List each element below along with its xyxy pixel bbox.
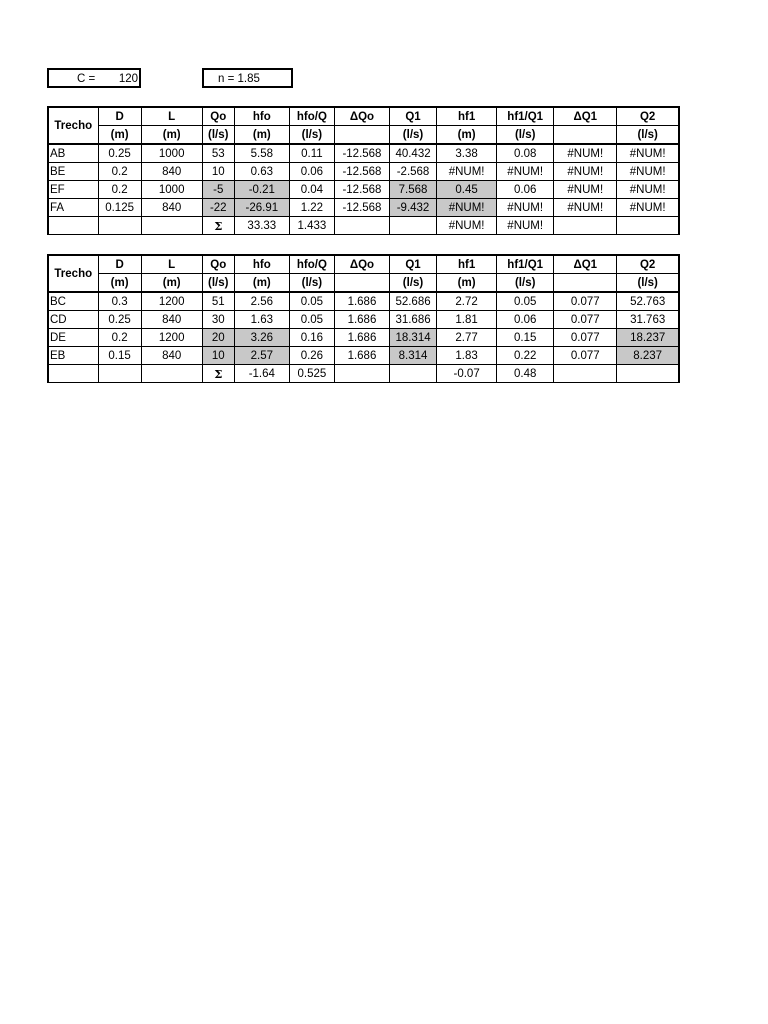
header-l: L xyxy=(141,107,202,126)
cell-hfo-q[interactable]: 0.06 xyxy=(289,163,334,181)
cell-qo[interactable]: 10 xyxy=(202,347,234,365)
cell-qo[interactable]: 51 xyxy=(202,292,234,311)
cell-l[interactable]: 840 xyxy=(141,311,202,329)
cell-q1[interactable]: -2.568 xyxy=(390,163,437,181)
unit-qo: (l/s) xyxy=(202,274,234,293)
cell-d[interactable]: 0.25 xyxy=(98,311,141,329)
cell-delta-qo[interactable]: -12.568 xyxy=(334,199,389,217)
cell-delta-q1[interactable]: #NUM! xyxy=(554,199,617,217)
sum-cell-delta-qo[interactable] xyxy=(334,217,389,235)
header-hf1-q1: hf1/Q1 xyxy=(497,255,554,274)
cell-delta-qo[interactable]: -12.568 xyxy=(334,181,389,199)
cell-delta-qo[interactable]: -12.568 xyxy=(334,163,389,181)
cell-qo[interactable]: 53 xyxy=(202,144,234,163)
sum-cell-hfo-q[interactable]: 1.433 xyxy=(289,217,334,235)
sum-cell-l[interactable] xyxy=(141,365,202,383)
table-row xyxy=(48,144,679,163)
table-row xyxy=(48,347,679,365)
cell-trecho[interactable]: FA xyxy=(48,199,98,217)
n-exponent-box[interactable] xyxy=(202,68,293,88)
cell-q2[interactable]: 31.763 xyxy=(617,311,679,329)
table-row xyxy=(48,163,679,181)
header-delta-q1: ΔQ1 xyxy=(554,255,617,274)
unit-l: (m) xyxy=(141,126,202,145)
cell-delta-q1[interactable]: 0.077 xyxy=(554,329,617,347)
cell-trecho[interactable]: CD xyxy=(48,311,98,329)
sum-cell-hf1[interactable]: #NUM! xyxy=(437,217,497,235)
header-delta-qo: ΔQo xyxy=(334,255,389,274)
header-q1: Q1 xyxy=(390,255,437,274)
unit-hfo-q: (l/s) xyxy=(289,274,334,293)
cell-d[interactable]: 0.15 xyxy=(98,347,141,365)
unit-hfo: (m) xyxy=(234,274,289,293)
cell-q2[interactable]: #NUM! xyxy=(617,199,679,217)
sum-cell-trecho[interactable] xyxy=(48,217,98,235)
unit-hfo: (m) xyxy=(234,126,289,145)
header-q2: Q2 xyxy=(617,255,679,274)
header-q2: Q2 xyxy=(617,107,679,126)
sum-cell-hfo[interactable]: -1.64 xyxy=(234,365,289,383)
cell-q1[interactable]: 7.568 xyxy=(390,181,437,199)
cell-q1[interactable]: 52.686 xyxy=(390,292,437,311)
cell-hfo-q[interactable]: 0.11 xyxy=(289,144,334,163)
cell-hfo[interactable]: 1.63 xyxy=(234,311,289,329)
unit-l: (m) xyxy=(141,274,202,293)
cell-hfo[interactable]: 0.63 xyxy=(234,163,289,181)
cell-delta-q1[interactable]: #NUM! xyxy=(554,163,617,181)
cell-delta-q1[interactable]: #NUM! xyxy=(554,181,617,199)
unit-q1: (l/s) xyxy=(390,274,437,293)
cell-hfo[interactable]: 2.57 xyxy=(234,347,289,365)
cell-d[interactable]: 0.3 xyxy=(98,292,141,311)
cell-delta-qo[interactable]: 1.686 xyxy=(334,329,389,347)
cell-hf1[interactable]: 2.72 xyxy=(437,292,497,311)
sigma-icon[interactable]: Σ xyxy=(202,217,234,235)
cell-delta-q1[interactable]: 0.077 xyxy=(554,347,617,365)
sum-cell-hf1-q1[interactable]: 0.48 xyxy=(497,365,554,383)
cell-hf1-q1[interactable]: #NUM! xyxy=(497,163,554,181)
header-d: D xyxy=(98,107,141,126)
cell-q1[interactable]: -9.432 xyxy=(390,199,437,217)
cell-hf1[interactable]: #NUM! xyxy=(437,163,497,181)
cell-q1[interactable]: 31.686 xyxy=(390,311,437,329)
cell-delta-qo[interactable]: 1.686 xyxy=(334,292,389,311)
cell-trecho[interactable]: AB xyxy=(48,144,98,163)
table-row xyxy=(48,329,679,347)
sum-row xyxy=(48,365,679,383)
cell-qo[interactable]: 10 xyxy=(202,163,234,181)
cell-qo[interactable]: -5 xyxy=(202,181,234,199)
cell-l[interactable]: 1000 xyxy=(141,144,202,163)
sum-cell-q1[interactable] xyxy=(390,217,437,235)
cell-l[interactable]: 840 xyxy=(141,163,202,181)
cell-l[interactable]: 840 xyxy=(141,347,202,365)
cell-q2[interactable]: 18.237 xyxy=(617,329,679,347)
sum-cell-d[interactable] xyxy=(98,217,141,235)
cell-q1[interactable]: 8.314 xyxy=(390,347,437,365)
cell-delta-qo[interactable]: 1.686 xyxy=(334,347,389,365)
cell-l[interactable]: 1200 xyxy=(141,292,202,311)
cell-hf1-q1[interactable]: 0.22 xyxy=(497,347,554,365)
unit-q2: (l/s) xyxy=(617,126,679,145)
cell-trecho[interactable]: BC xyxy=(48,292,98,311)
cell-hf1-q1[interactable]: 0.05 xyxy=(497,292,554,311)
cell-hf1-q1[interactable]: #NUM! xyxy=(497,199,554,217)
cell-hfo-q[interactable]: 0.05 xyxy=(289,292,334,311)
cell-hf1[interactable]: 2.77 xyxy=(437,329,497,347)
cell-hfo[interactable]: 2.56 xyxy=(234,292,289,311)
cell-hfo-q[interactable]: 0.26 xyxy=(289,347,334,365)
n-label: n = 1.85 xyxy=(218,73,260,85)
cell-hf1[interactable]: #NUM! xyxy=(437,199,497,217)
sum-cell-q2[interactable] xyxy=(617,365,679,383)
unit-delta-qo xyxy=(334,126,389,145)
cell-hfo[interactable]: -0.21 xyxy=(234,181,289,199)
cell-hfo-q[interactable]: 0.04 xyxy=(289,181,334,199)
cell-q2[interactable]: #NUM! xyxy=(617,163,679,181)
cell-hfo[interactable]: 5.58 xyxy=(234,144,289,163)
unit-hf1: (m) xyxy=(437,274,497,293)
unit-delta-qo xyxy=(334,274,389,293)
sum-cell-trecho[interactable] xyxy=(48,365,98,383)
c-coefficient-box[interactable] xyxy=(47,68,141,88)
cell-l[interactable]: 1000 xyxy=(141,181,202,199)
cell-hf1[interactable]: 0.45 xyxy=(437,181,497,199)
sum-cell-hf1-q1[interactable]: #NUM! xyxy=(497,217,554,235)
cell-hfo-q[interactable]: 0.16 xyxy=(289,329,334,347)
table-row xyxy=(48,199,679,217)
cell-delta-qo[interactable]: -12.568 xyxy=(334,144,389,163)
unit-delta-q1 xyxy=(554,274,617,293)
sum-cell-delta-q1[interactable] xyxy=(554,217,617,235)
sum-row xyxy=(48,217,679,235)
unit-hfo-q: (l/s) xyxy=(289,126,334,145)
cell-d[interactable]: 0.125 xyxy=(98,199,141,217)
table-row xyxy=(48,311,679,329)
unit-qo: (l/s) xyxy=(202,126,234,145)
header-hf1: hf1 xyxy=(437,107,497,126)
sum-cell-hfo[interactable]: 33.33 xyxy=(234,217,289,235)
table-row xyxy=(48,292,679,311)
cell-hf1[interactable]: 1.81 xyxy=(437,311,497,329)
header-trecho: Trecho xyxy=(48,107,98,144)
sum-cell-delta-q1[interactable] xyxy=(554,365,617,383)
unit-q2: (l/s) xyxy=(617,274,679,293)
sum-cell-hfo-q[interactable]: 0.525 xyxy=(289,365,334,383)
cell-trecho[interactable]: DE xyxy=(48,329,98,347)
cell-q2[interactable]: 52.763 xyxy=(617,292,679,311)
cell-q1[interactable]: 40.432 xyxy=(390,144,437,163)
cell-qo[interactable]: 30 xyxy=(202,311,234,329)
sum-cell-hf1[interactable]: -0.07 xyxy=(437,365,497,383)
c-label: C = xyxy=(77,73,96,85)
cell-d[interactable]: 0.2 xyxy=(98,163,141,181)
cell-hf1-q1[interactable]: 0.08 xyxy=(497,144,554,163)
cell-q2[interactable]: #NUM! xyxy=(617,181,679,199)
cell-delta-q1[interactable]: 0.077 xyxy=(554,292,617,311)
cell-hfo-q[interactable]: 0.05 xyxy=(289,311,334,329)
header-q1: Q1 xyxy=(390,107,437,126)
header-qo: Qo xyxy=(202,107,234,126)
cell-hf1-q1[interactable]: 0.15 xyxy=(497,329,554,347)
header-qo: Qo xyxy=(202,255,234,274)
cell-q2[interactable]: 8.237 xyxy=(617,347,679,365)
cell-qo[interactable]: 20 xyxy=(202,329,234,347)
cell-hfo-q[interactable]: 1.22 xyxy=(289,199,334,217)
cell-l[interactable]: 840 xyxy=(141,199,202,217)
unit-hf1: (m) xyxy=(437,126,497,145)
header-trecho: Trecho xyxy=(48,255,98,292)
cell-trecho[interactable]: BE xyxy=(48,163,98,181)
unit-hf1-q1: (l/s) xyxy=(497,126,554,145)
cell-trecho[interactable]: EF xyxy=(48,181,98,199)
header-hfo-q: hfo/Q xyxy=(289,107,334,126)
cell-hf1[interactable]: 1.83 xyxy=(437,347,497,365)
header-delta-q1: ΔQ1 xyxy=(554,107,617,126)
cell-hf1-q1[interactable]: 0.06 xyxy=(497,311,554,329)
sum-cell-q2[interactable] xyxy=(617,217,679,235)
cell-hf1-q1[interactable]: 0.06 xyxy=(497,181,554,199)
sum-cell-delta-qo[interactable] xyxy=(334,365,389,383)
cell-q2[interactable]: #NUM! xyxy=(617,144,679,163)
cell-l[interactable]: 1200 xyxy=(141,329,202,347)
cell-hfo[interactable]: 3.26 xyxy=(234,329,289,347)
loop-1-table xyxy=(47,106,680,235)
cell-delta-q1[interactable]: 0.077 xyxy=(554,311,617,329)
sum-cell-q1[interactable] xyxy=(390,365,437,383)
header-d: D xyxy=(98,255,141,274)
cell-hf1[interactable]: 3.38 xyxy=(437,144,497,163)
header-delta-qo: ΔQo xyxy=(334,107,389,126)
header-hfo: hfo xyxy=(234,107,289,126)
sum-cell-l[interactable] xyxy=(141,217,202,235)
header-hf1: hf1 xyxy=(437,255,497,274)
cell-q1[interactable]: 18.314 xyxy=(390,329,437,347)
c-value: 120 xyxy=(118,73,138,85)
cell-delta-q1[interactable]: #NUM! xyxy=(554,144,617,163)
cell-d[interactable]: 0.2 xyxy=(98,329,141,347)
sum-cell-d[interactable] xyxy=(98,365,141,383)
cell-d[interactable]: 0.2 xyxy=(98,181,141,199)
cell-qo[interactable]: -22 xyxy=(202,199,234,217)
table-row xyxy=(48,181,679,199)
cell-delta-qo[interactable]: 1.686 xyxy=(334,311,389,329)
unit-delta-q1 xyxy=(554,126,617,145)
header-hf1-q1: hf1/Q1 xyxy=(497,107,554,126)
cell-trecho[interactable]: EB xyxy=(48,347,98,365)
header-l: L xyxy=(141,255,202,274)
unit-d: (m) xyxy=(98,126,141,145)
header-hfo: hfo xyxy=(234,255,289,274)
cell-d[interactable]: 0.25 xyxy=(98,144,141,163)
header-hfo-q: hfo/Q xyxy=(289,255,334,274)
unit-q1: (l/s) xyxy=(390,126,437,145)
unit-d: (m) xyxy=(98,274,141,293)
sigma-icon[interactable]: Σ xyxy=(202,365,234,383)
cell-hfo[interactable]: -26.91 xyxy=(234,199,289,217)
unit-hf1-q1: (l/s) xyxy=(497,274,554,293)
loop-2-table xyxy=(47,254,680,383)
